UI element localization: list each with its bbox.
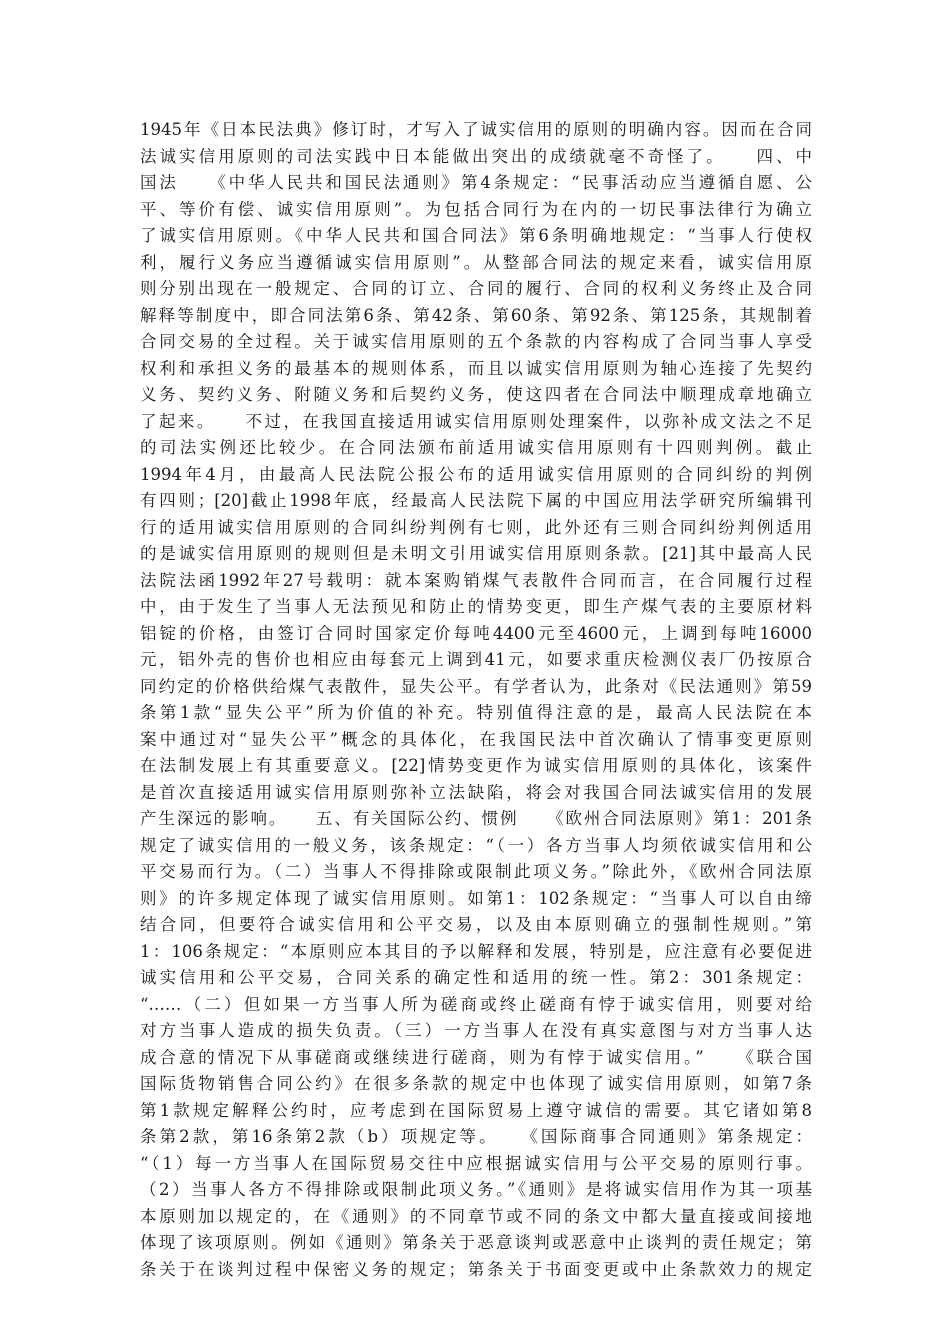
text-line: 利，履行义务应当遵循诚实信用原则”。从整部合同法的规定来看，诚实信用原 bbox=[140, 252, 812, 272]
text-line: 本原则加以规定的，在《通则》的不同章节或不同的条文中都大量直接或间接地 bbox=[140, 1206, 812, 1226]
text-line: 是首次直接适用诚实信用原则弥补立法缺陷，将会对我国合同法诚实信用的发展 bbox=[140, 782, 812, 802]
text-line: 条关于在谈判过程中保密义务的规定；第条关于书面变更或中止条款效力的规定 bbox=[140, 1259, 812, 1279]
text-line: 体现了该项原则。例如《通则》第条关于恶意谈判或恶意中止谈判的责任规定；第 bbox=[140, 1233, 812, 1252]
text-line: 了诚实信用原则。《中华人民共和国合同法》第6条明确地规定：“当事人行使权 bbox=[140, 226, 812, 245]
body-text bbox=[140, 117, 812, 1283]
text-line: 中，由于发生了当事人无法预见和防止的情势变更，即生产煤气表的主要原材料 bbox=[140, 597, 812, 616]
text-line: 权利和承担义务的最基本的规则体系，而且以诚实信用原则为轴心连接了先契约 bbox=[140, 358, 812, 378]
text-line: 1994年4月，由最高人民法院公报公布的适用诚实信用原则的合同纠纷的判例 bbox=[140, 464, 812, 484]
text-line: 对方当事人造成的损失负责。（三）一方当事人在没有真实意图与对方当事人达 bbox=[140, 1021, 812, 1040]
text-line: 第1款规定解释公约时，应考虑到在国际贸易上遵守诚信的需要。其它诸如第8 bbox=[140, 1100, 812, 1120]
text-line: 法院法函1992年27号载明：就本案购销煤气表散件合同而言，在合同履行过程 bbox=[140, 570, 812, 590]
text-line: 的司法实例还比较少。在合同法颁布前适用诚实信用原则有十四则判例。截止 bbox=[140, 438, 812, 457]
text-line: 铝锭的价格，由签订合同时国家定价每吨4400元至4600元，上调到每吨16000 bbox=[140, 623, 812, 643]
text-line: 有四则；[20]截止1998年底，经最高人民法院下属的中国应用法学研究所编辑刊 bbox=[140, 491, 812, 510]
text-line: “……（二）但如果一方当事人所为磋商或终止磋商有悖于诚实信用，则要对给 bbox=[140, 994, 812, 1014]
text-line: 案中通过对“显失公平”概念的具体化，在我国民法中首次确认了情事变更原则 bbox=[140, 729, 812, 749]
text-line: 解释等制度中，即合同法第6条、第42条、第60条、第92条、第125条，其规制着 bbox=[140, 305, 812, 325]
text-line: 则》的许多规定体现了诚实信用原则。如第1：102条规定：“当事人可以自由缔 bbox=[140, 888, 812, 908]
text-line: 1：106条规定：“本原则应本其目的予以解释和发展，特别是，应注意有必要促进 bbox=[140, 941, 812, 961]
text-line: 结合同，但要符合诚实信用和公平交易，以及由本原则确立的强制性规则。”第 bbox=[140, 915, 812, 934]
text-line: 义务、契约义务、附随义务和后契约义务，使这四者在合同法中顺理成章地确立 bbox=[140, 385, 812, 404]
text-line: 的是诚实信用原则的规则但是未明文引用诚实信用原则条款。[21]其中最高人民 bbox=[140, 544, 812, 563]
text-line: 产生深远的影响。 五、有关国际公约、惯例 《欧州合同法原则》第1：201条 bbox=[140, 809, 812, 828]
text-line: 则分别出现在一般规定、合同的订立、合同的履行、合同的权利义务终止及合同 bbox=[140, 279, 812, 298]
text-line: 国法 《中华人民共和国民法通则》第4条规定：“民事活动应当遵循自愿、公 bbox=[140, 173, 812, 192]
text-line: 规定了诚实信用的一般义务，该条规定：“（一）各方当事人均须依诚实信用和公 bbox=[140, 835, 812, 855]
text-line: 合同交易的全过程。关于诚实信用原则的五个条款的内容构成了合同当事人享受 bbox=[140, 332, 812, 351]
text-line: 法诚实信用原则的司法实践中日本能做出突出的成绩就毫不奇怪了。 四、中 bbox=[140, 146, 812, 166]
text-line: 元，铝外壳的售价也相应由每套元上调到41元，如要求重庆检测仪表厂仍按原合 bbox=[140, 650, 812, 669]
text-line: 平、等价有偿、诚实信用原则”。为包括合同行为在内的一切民事法律行为确立 bbox=[140, 199, 812, 219]
text-line: 条第1款“显失公平”所为价值的补充。特别值得注意的是，最高人民法院在本 bbox=[140, 703, 812, 722]
text-line: （2）当事人各方不得排除或限制此项义务。”《通则》是将诚实信用作为其一项基 bbox=[140, 1180, 812, 1199]
text-line: 行的适用诚实信用原则的合同纠纷判例有七则，此外还有三则合同纠纷判例适用 bbox=[140, 517, 812, 537]
text-line: “（1）每一方当事人在国际贸易交往中应根据诚实信用与公平交易的原则行事。 bbox=[140, 1153, 812, 1173]
text-line: 同约定的价格供给煤气表散件，显失公平。有学者认为，此条对《民法通则》第59 bbox=[140, 676, 812, 696]
text-line: 诚实信用和公平交易，合同关系的确定性和适用的统一性。第2：301条规定： bbox=[140, 968, 812, 987]
text-line: 国际货物销售合同公约》在很多条款的规定中也体现了诚实信用原则，如第7条 bbox=[140, 1074, 812, 1093]
text-line: 平交易而行为。（二）当事人不得排除或限制此项义务。”除此外，《欧州合同法原 bbox=[140, 862, 812, 881]
text-line: 条第2款，第16条第2款（b）项规定等。 《国际商事合同通则》第条规定： bbox=[140, 1127, 812, 1146]
text-line: 1945年《日本民法典》修订时，才写入了诚实信用的原则的明确内容。因而在合同 bbox=[140, 120, 812, 139]
text-line: 了起来。 不过，在我国直接适用诚实信用原则处理案件，以弥补成文法之不足 bbox=[140, 411, 812, 431]
text-line: 成合意的情况下从事磋商或继续进行磋商，则为有悖于诚实信用。” 《联合国 bbox=[140, 1047, 812, 1067]
text-line: 在法制发展上有其重要意义。[22]情势变更作为诚实信用原则的具体化，该案件 bbox=[140, 756, 812, 775]
